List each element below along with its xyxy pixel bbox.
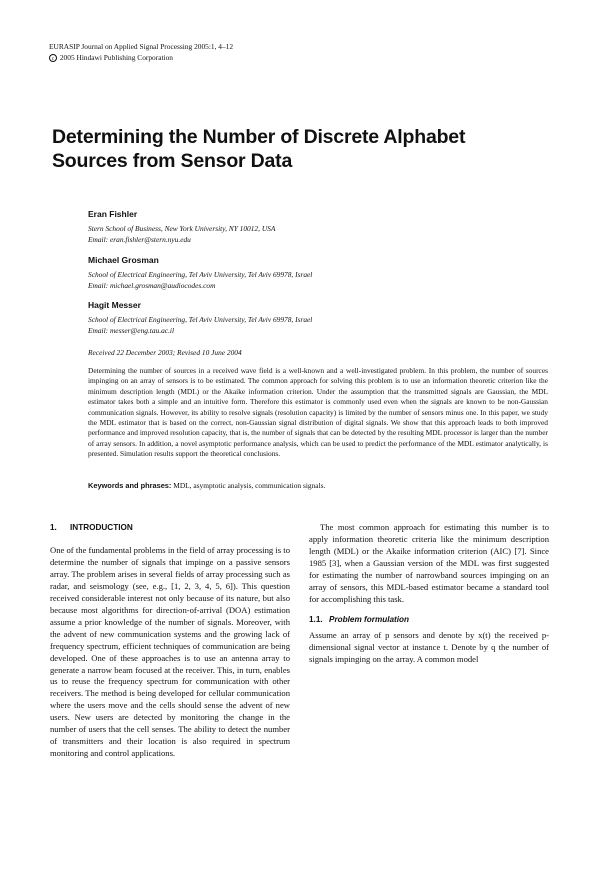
author-name: Hagit Messer xyxy=(88,300,141,310)
left-column xyxy=(50,522,290,881)
title-line-1: Determining the Number of Discrete Alphabet xyxy=(52,126,466,148)
right-column xyxy=(309,522,549,666)
author-affiliation: Stern School of Business, New York University, NY 10012, USA xyxy=(88,224,276,233)
keywords-text: MDL, asymptotic analysis, communication signals. xyxy=(173,481,326,490)
copyright-icon: c xyxy=(49,54,57,62)
author-block-1 xyxy=(88,208,558,245)
section-heading xyxy=(50,522,290,534)
copyright-text: 2005 Hindawi Publishing Corporation xyxy=(59,53,173,62)
received-dates: Received 22 December 2003; Revised 10 June 2004 xyxy=(88,348,242,357)
author-email: Email: michael.grosman@audiocodes.com xyxy=(88,281,216,290)
author-block-2 xyxy=(88,254,558,291)
author-affiliation: School of Electrical Engineering, Tel Aviv University, Tel Aviv 69978, Israel xyxy=(88,270,313,279)
subsection-heading xyxy=(309,614,549,626)
author-name: Eran Fishler xyxy=(88,209,138,219)
author-affiliation: School of Electrical Engineering, Tel Aviv University, Tel Aviv 69978, Israel xyxy=(88,315,313,324)
journal-header xyxy=(49,41,233,63)
author-email: Email: messer@eng.tau.ac.il xyxy=(88,326,175,335)
paper-title xyxy=(52,125,552,173)
section-title: INTRODUCTION xyxy=(70,523,133,532)
author-name: Michael Grosman xyxy=(88,255,159,265)
keywords xyxy=(88,481,548,491)
title-line-2: Sources from Sensor Data xyxy=(52,150,293,172)
abstract: Determining the number of sources in a received wave field is a well-known and a well-investigated problem. In this problem, the number of sources impinging on an array of sensors is to be estimated. The common approach for solving this problem is to use an information theoretic criterion like the minimum description length (MDL) or the Akaike information criterion. Under the assumption that the transmitted signals are Gaussian, the MDL estimator takes both a simple and an intuitive form. Therefore this estimator is commonly used even when the signals are known to be non-Gaussian communication signals. However, its ability to resolve signals (resolution capacity) is limited by the number of sensors minus one. In this paper, we study the MDL estimator that is based on the correct, non-Gaussian signal distribution of digital signals. We show that this approach leads to both improved performance and improved resolution capacity, that is, the number of signals that can be detected by the resulting MDL processor is larger than the number of array sensors. In addition, a novel asymptotic performance analysis, which can be used to predict the performance of the MDL estimator analytically, is presented. Simulation results support the theoretical conclusions. xyxy=(88,366,548,459)
journal-line: EURASIP Journal on Applied Signal Processing 2005:1, 4–12 xyxy=(49,42,234,51)
problem-formulation-paragraph: Assume an array of p sensors and denote by x(t) the received p-dimensional signal vector at instance t. Denote by q the number of signals impinging on the array. A common model xyxy=(309,629,549,664)
subsection-title: Problem formulation xyxy=(329,614,410,624)
section-number: 1. xyxy=(50,523,57,532)
intro-paragraph-1: One of the fundamental problems in the field of array processing is to determine the number of signals that impinge on a passive sensors array. The problem arises in several fields of array processing such as radar, and seismology (see, e.g., [1, 2, 3, 4, 5, 6]). This question received considerable interest not only because of its nature, but also because most algorithms for direction-of-arrival (DOA) estimation assume a prior knowledge of the number of signals. Moreover, with the advent of new communication systems and the growing lack of frequency spectrum, efficient techniques of communication are being developed. One of these approaches is to use an antenna array to generate a narrow beam focused at the receiver. This, in turn, enables us to reuse the frequency spectrum for communication with other receivers. The method is being developed for cellular communication where the users move and the cells should sense the advent of new users. New users are detected by monitoring the change in the number of users that the cell senses. The ability to detect the number of transmitters and their location is also required in spectrum monitoring and control applications. xyxy=(50,545,290,759)
subsection-number: 1.1. xyxy=(309,614,323,624)
intro-paragraph-2: The most common approach for estimating this number is to apply information theoretic criteria like the minimum description length (MDL) or the Akaike information criterion (AIC) [7]. Since 1985 [3], when a Gaussian version of the MDL was first suggested for estimating the number of narrowband sources impinging on an array of sensors, this MDL-based estimator became a standard tool for accomplishing this task. xyxy=(309,522,549,604)
author-block-3 xyxy=(88,299,558,336)
author-email: Email: eran.fishler@stern.nyu.edu xyxy=(88,235,191,244)
keywords-label: Keywords and phrases: xyxy=(88,481,172,490)
copyright-line xyxy=(49,52,233,63)
